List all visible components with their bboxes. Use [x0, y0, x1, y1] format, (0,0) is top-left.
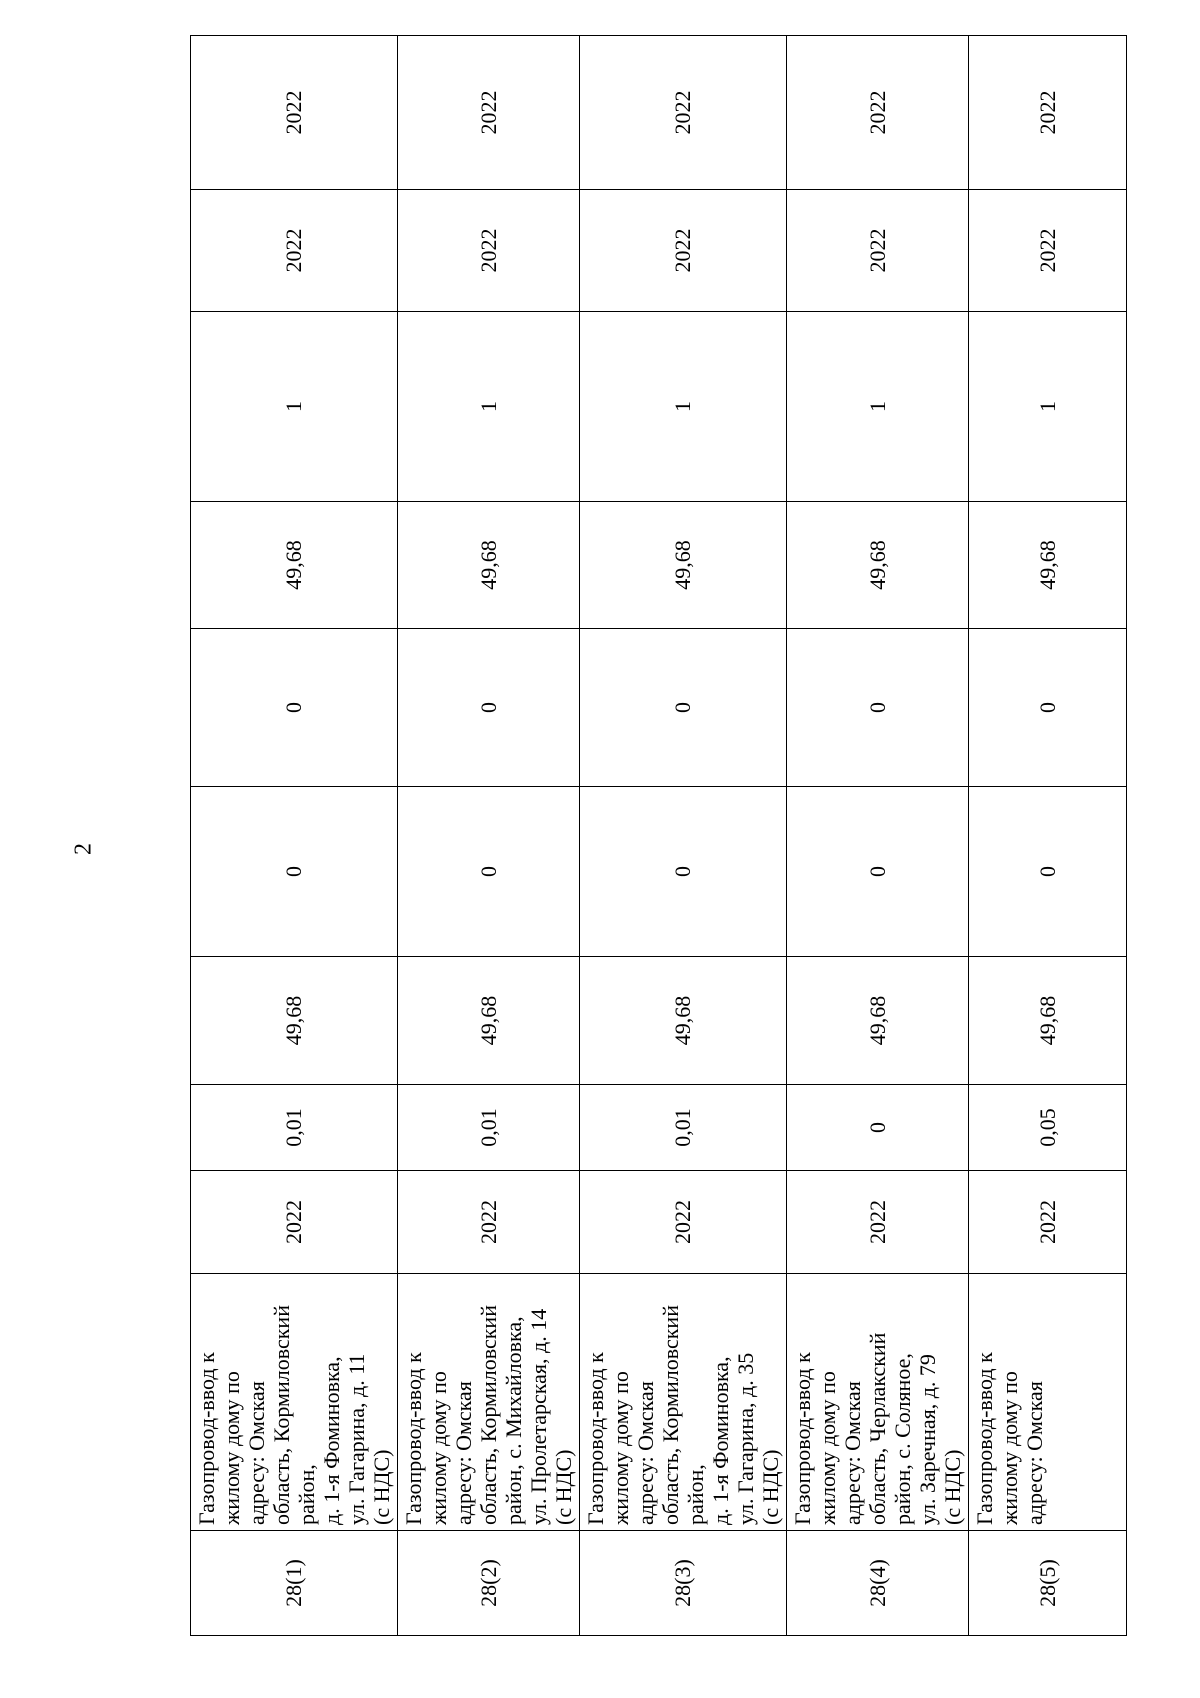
value-col-9-cell: 2022	[969, 190, 1127, 312]
value-col-8-cell: 1	[398, 312, 580, 502]
description-line: район,	[294, 1464, 319, 1525]
description-line: жилому дому по	[608, 1371, 633, 1525]
value-col-9-cell: 2022	[580, 190, 787, 312]
description-line: адресу: Омская	[1022, 1381, 1047, 1525]
value-col-9-cell: 2022	[398, 190, 580, 312]
value-col-6-cell: 0	[398, 629, 580, 787]
description-line: д. 1-я Фоминовка,	[708, 1356, 733, 1525]
description-cell	[580, 1274, 787, 1531]
description-line: (с НДС)	[758, 1449, 783, 1525]
value-col-6-cell: 0	[580, 629, 787, 787]
description-line: жилому дому по	[219, 1371, 244, 1525]
description-line: Газопровод-ввод к	[194, 1352, 219, 1525]
description-line: ул. Гагарина, д. 35	[733, 1352, 758, 1525]
value-col-6-cell: 0	[787, 629, 969, 787]
value-col-7-cell: 49,68	[580, 502, 787, 629]
description-line: жилому дому по	[997, 1371, 1022, 1525]
description-line: (с НДС)	[940, 1449, 965, 1525]
value-col-3-cell: 0,05	[969, 1085, 1127, 1171]
rotated-table-wrapper	[190, 36, 1122, 1636]
description-cell	[398, 1274, 580, 1531]
value-col-4-cell: 49,68	[787, 957, 969, 1085]
value-col-4-cell: 49,68	[969, 957, 1127, 1085]
value-col-7-cell: 49,68	[398, 502, 580, 629]
description-line: ул. Гагарина, д. 11	[344, 1353, 369, 1525]
value-col-4-cell: 49,68	[398, 957, 580, 1085]
row-number-cell: 28(3)	[580, 1531, 787, 1636]
value-col-7-cell: 49,68	[787, 502, 969, 629]
year-cell: 2022	[580, 1171, 787, 1274]
row-number-cell: 28(5)	[969, 1531, 1127, 1636]
row-number-cell: 28(2)	[398, 1531, 580, 1636]
description-line: область, Кормиловский	[269, 1305, 294, 1525]
description-line: район, с. Соляное,	[890, 1353, 915, 1525]
description-line: область, Черлакский	[865, 1332, 890, 1525]
description-line: Газопровод-ввод к	[790, 1352, 815, 1525]
value-col-8-cell: 1	[191, 312, 398, 502]
value-col-3-cell: 0,01	[398, 1085, 580, 1171]
description-line: адресу: Омская	[244, 1381, 269, 1525]
description-cell	[787, 1274, 969, 1531]
description-line: д. 1-я Фоминовка,	[319, 1356, 344, 1525]
value-col-10-cell: 2022	[398, 36, 580, 190]
value-col-5-cell: 0	[191, 787, 398, 957]
table-body	[191, 36, 1127, 1636]
description-cell	[969, 1274, 1127, 1531]
description-cell	[191, 1274, 398, 1531]
value-col-10-cell: 2022	[191, 36, 398, 190]
value-col-6-cell: 0	[969, 629, 1127, 787]
value-col-8-cell: 1	[787, 312, 969, 502]
year-cell: 2022	[787, 1171, 969, 1274]
description-line: адресу: Омская	[451, 1381, 476, 1525]
row-number-cell: 28(4)	[787, 1531, 969, 1636]
year-cell: 2022	[969, 1171, 1127, 1274]
table-row	[969, 36, 1127, 1636]
value-col-4-cell: 49,68	[191, 957, 398, 1085]
value-col-7-cell: 49,68	[191, 502, 398, 629]
description-line: адресу: Омская	[840, 1381, 865, 1525]
description-line: (с НДС)	[369, 1449, 394, 1525]
value-col-6-cell: 0	[191, 629, 398, 787]
value-col-8-cell: 1	[580, 312, 787, 502]
description-line: Газопровод-ввод к	[972, 1352, 997, 1525]
description-line: Газопровод-ввод к	[583, 1352, 608, 1525]
year-cell: 2022	[398, 1171, 580, 1274]
description-line: Газопровод-ввод к	[401, 1352, 426, 1525]
description-line: (с НДС)	[551, 1449, 576, 1525]
value-col-10-cell: 2022	[969, 36, 1127, 190]
description-line: ул. Пролетарская, д. 14	[526, 1308, 551, 1525]
value-col-5-cell: 0	[580, 787, 787, 957]
description-line: жилому дому по	[426, 1371, 451, 1525]
value-col-10-cell: 2022	[580, 36, 787, 190]
table-row	[398, 36, 580, 1636]
value-col-7-cell: 49,68	[969, 502, 1127, 629]
description-line: район, с. Михайловка,	[501, 1316, 526, 1525]
value-col-10-cell: 2022	[787, 36, 969, 190]
description-line: район,	[683, 1464, 708, 1525]
description-line: область, Кормиловский	[476, 1305, 501, 1525]
value-col-4-cell: 49,68	[580, 957, 787, 1085]
row-number-cell: 28(1)	[191, 1531, 398, 1636]
description-line: жилому дому по	[815, 1371, 840, 1525]
description-line: ул. Заречная, д. 79	[915, 1354, 940, 1525]
table-row	[580, 36, 787, 1636]
year-cell: 2022	[191, 1171, 398, 1274]
value-col-5-cell: 0	[969, 787, 1127, 957]
value-col-5-cell: 0	[398, 787, 580, 957]
value-col-8-cell: 1	[969, 312, 1127, 502]
table-row	[191, 36, 398, 1636]
value-col-3-cell: 0,01	[191, 1085, 398, 1171]
description-line: область, Кормиловский	[658, 1305, 683, 1525]
page-number: 2	[70, 843, 97, 855]
value-col-3-cell: 0	[787, 1085, 969, 1171]
data-table	[190, 35, 1127, 1636]
value-col-9-cell: 2022	[787, 190, 969, 312]
description-line: адресу: Омская	[633, 1381, 658, 1525]
value-col-9-cell: 2022	[191, 190, 398, 312]
value-col-3-cell: 0,01	[580, 1085, 787, 1171]
table-row	[787, 36, 969, 1636]
value-col-5-cell: 0	[787, 787, 969, 957]
